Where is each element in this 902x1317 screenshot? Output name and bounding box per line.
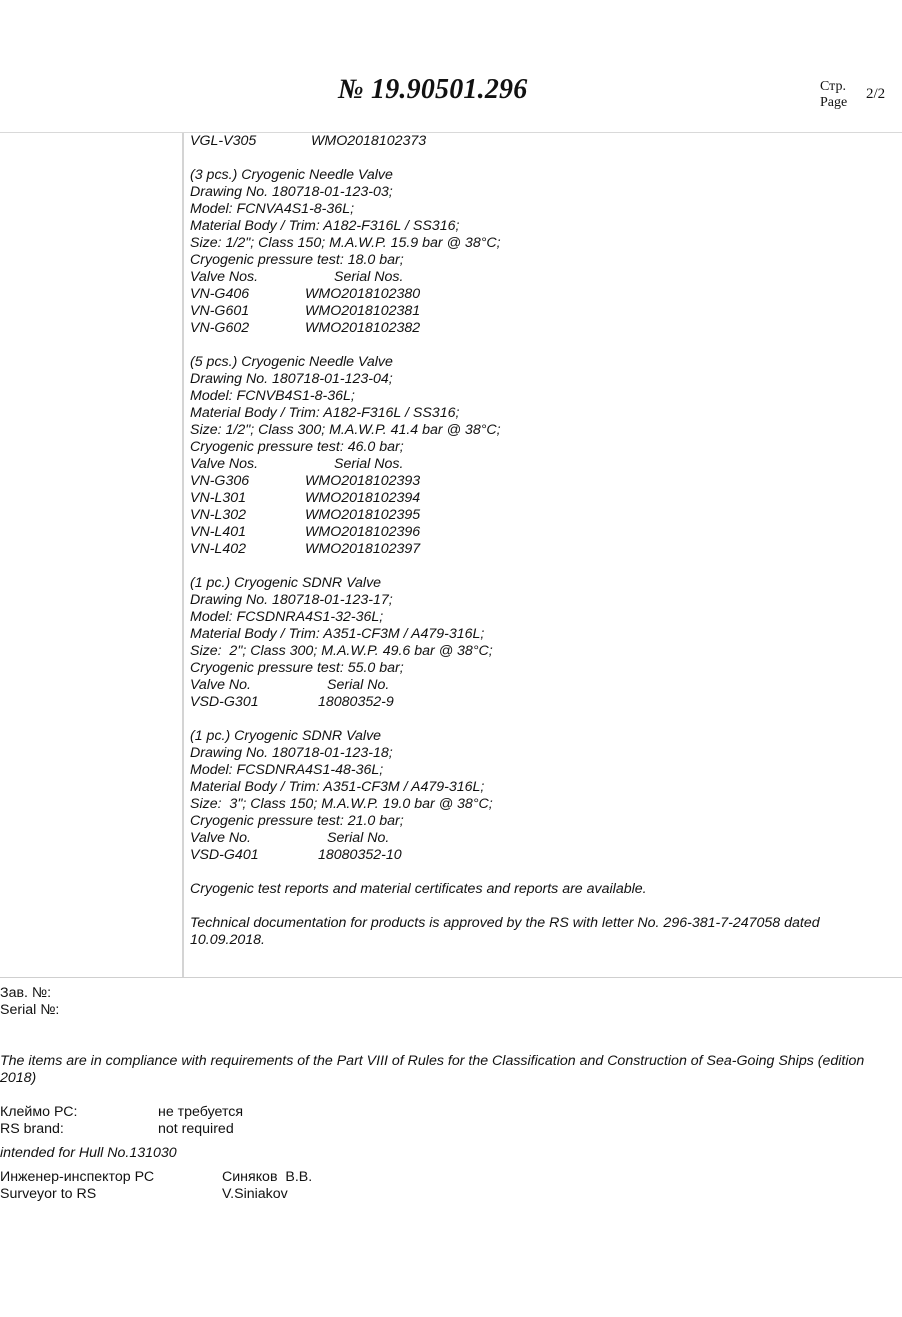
valve-group-1 — [190, 167, 890, 337]
group-title: (5 pcs.) Cryogenic Needle Valve — [190, 354, 393, 370]
rs-brand-label-ru: Клеймо РС: — [0, 1104, 78, 1120]
section-divider — [0, 977, 902, 978]
valve-nos-header: Valve Nos. — [190, 269, 259, 285]
serial-number: WMO2018102395 — [305, 507, 421, 523]
compliance-statement: The items are in compliance with requirements of the Part VIII of Rules for the Classification and Construction of Sea-Going Ships (edition 2018) — [0, 1053, 865, 1086]
surveyor-name-ru: Синяков В.В. — [222, 1169, 313, 1185]
valve-number: VN-G601 — [190, 303, 250, 319]
valve-group-4 — [190, 728, 890, 864]
product-description — [190, 133, 890, 949]
serial-number: 18080352-10 — [318, 847, 402, 863]
valve-number: VN-L401 — [190, 524, 246, 540]
list-item — [190, 694, 890, 711]
list-item — [190, 320, 890, 337]
serial-number: WMO2018102381 — [305, 303, 421, 319]
serial-no-header: Serial No. — [327, 677, 390, 693]
list-item — [190, 847, 890, 864]
page-label-ru: Стр. — [820, 79, 846, 94]
surveyor-name-en: V.Siniakov — [222, 1186, 288, 1202]
valve-nos-header: Valve Nos. — [190, 456, 259, 472]
valve-number: VN-G406 — [190, 286, 250, 302]
page-number: 2/2 — [866, 86, 886, 102]
material: Material Body / Trim: A351-CF3M / A479-316L; — [190, 626, 485, 642]
list-item — [190, 507, 890, 524]
size-class: Size: 2"; Class 300; M.A.W.P. 49.6 bar @ 38°C; — [190, 643, 493, 659]
drawing-number: Drawing No. 180718-01-123-17; — [190, 592, 393, 608]
model: Model: FCNVA4S1-8-36L; — [190, 201, 355, 217]
valve-group-2 — [190, 354, 890, 558]
list-item — [190, 303, 890, 320]
list-item — [190, 490, 890, 507]
rs-brand-label-en: RS brand: — [0, 1121, 64, 1137]
serial-number: WMO2018102380 — [305, 286, 421, 302]
column-headers — [190, 269, 890, 286]
valve-number: VGL-V305 — [190, 133, 257, 149]
valve-number: VN-G602 — [190, 320, 250, 336]
serial-number: 18080352-9 — [318, 694, 394, 710]
valve-number: VN-L402 — [190, 541, 246, 557]
certificate-footer — [0, 985, 902, 1203]
material: Material Body / Trim: A182-F316L / SS316; — [190, 405, 460, 421]
page-label-en: Page — [820, 95, 848, 110]
size-class: Size: 3"; Class 150; M.A.W.P. 19.0 bar @ 38°C; — [190, 796, 493, 812]
rs-brand-en-row — [0, 1121, 902, 1138]
reports-note: Cryogenic test reports and material certificates and reports are available. — [190, 881, 647, 897]
valve-no-header: Valve No. — [190, 830, 251, 846]
column-headers — [190, 456, 890, 473]
serial-number: WMO2018102397 — [305, 541, 421, 557]
size-class: Size: 1/2"; Class 150; M.A.W.P. 15.9 bar @ 38°C; — [190, 235, 501, 251]
list-item — [190, 524, 890, 541]
valve-number: VN-L302 — [190, 507, 246, 523]
page-header — [0, 0, 902, 133]
list-item — [190, 286, 890, 303]
model: Model: FCSDNRA4S1-32-36L; — [190, 609, 384, 625]
drawing-number: Drawing No. 180718-01-123-18; — [190, 745, 393, 761]
continuation-row — [190, 133, 890, 150]
valve-number: VSD-G301 — [190, 694, 259, 710]
material: Material Body / Trim: A351-CF3M / A479-316L; — [190, 779, 485, 795]
pressure-test: Cryogenic pressure test: 18.0 bar; — [190, 252, 404, 268]
serial-number: WMO2018102373 — [311, 133, 427, 149]
serial-number: WMO2018102393 — [305, 473, 421, 489]
rs-brand-value-en: not required — [158, 1121, 234, 1137]
column-divider — [182, 133, 184, 977]
material: Material Body / Trim: A182-F316L / SS316; — [190, 218, 460, 234]
hull-note: intended for Hull No.131030 — [0, 1145, 177, 1161]
technical-documentation-note: Technical documentation for products is approved by the RS with letter No. 296-381-7-247058 dated 10.09.2018. — [190, 915, 820, 948]
serial-nos-header: Serial Nos. — [334, 269, 404, 285]
valve-no-header: Valve No. — [190, 677, 251, 693]
group-title: (3 pcs.) Cryogenic Needle Valve — [190, 167, 393, 183]
rs-brand-ru-row — [0, 1104, 902, 1121]
surveyor-label-en: Surveyor to RS — [0, 1186, 97, 1202]
surveyor-ru-row — [0, 1169, 902, 1186]
surveyor-label-ru: Инженер-инспектор РС — [0, 1169, 155, 1185]
valve-number: VN-L301 — [190, 490, 246, 506]
serial-no-header: Serial No. — [327, 830, 390, 846]
list-item — [190, 473, 890, 490]
surveyor-en-row — [0, 1186, 902, 1203]
pressure-test: Cryogenic pressure test: 46.0 bar; — [190, 439, 404, 455]
serial-nos-header: Serial Nos. — [334, 456, 404, 472]
model: Model: FCNVB4S1-8-36L; — [190, 388, 355, 404]
list-item — [190, 541, 890, 558]
serial-label-en: Serial №: — [0, 1002, 60, 1018]
size-class: Size: 1/2"; Class 300; M.A.W.P. 41.4 bar @ 38°C; — [190, 422, 501, 438]
column-headers — [190, 677, 890, 694]
serial-label-ru: Зав. №: — [0, 985, 52, 1001]
pressure-test: Cryogenic pressure test: 21.0 bar; — [190, 813, 404, 829]
group-title: (1 pc.) Cryogenic SDNR Valve — [190, 728, 382, 744]
certificate-number: № 19.90501.296 — [338, 74, 528, 105]
serial-number: WMO2018102394 — [305, 490, 421, 506]
pressure-test: Cryogenic pressure test: 55.0 bar; — [190, 660, 404, 676]
valve-number: VSD-G401 — [190, 847, 259, 863]
valve-group-3 — [190, 575, 890, 711]
model: Model: FCSDNRA4S1-48-36L; — [190, 762, 384, 778]
page-label — [820, 79, 847, 111]
column-headers — [190, 830, 890, 847]
drawing-number: Drawing No. 180718-01-123-03; — [190, 184, 393, 200]
rs-brand-value-ru: не требуется — [158, 1104, 244, 1120]
serial-number: WMO2018102382 — [305, 320, 421, 336]
group-title: (1 pc.) Cryogenic SDNR Valve — [190, 575, 382, 591]
serial-number: WMO2018102396 — [305, 524, 421, 540]
drawing-number: Drawing No. 180718-01-123-04; — [190, 371, 393, 387]
valve-number: VN-G306 — [190, 473, 250, 489]
